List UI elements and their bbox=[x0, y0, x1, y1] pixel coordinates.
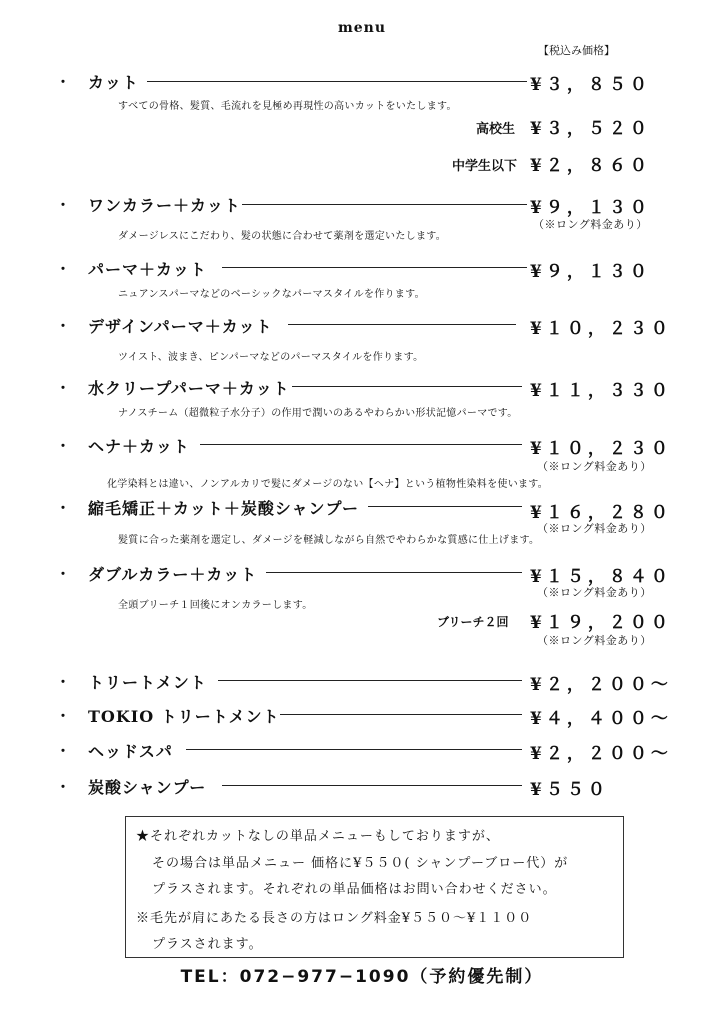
menu-item-tokio-treatment-name: TOKIO トリートメント bbox=[88, 707, 280, 726]
long-fee-note: （※ロング料金あり） bbox=[537, 634, 652, 647]
menu-item-creep-perm-description: ナノスチーム（超微粒子水分子）の作用で潤いのあるやわらかい形状記憶パーマです。 bbox=[118, 408, 518, 419]
long-fee-note: （※ロング料金あり） bbox=[537, 586, 652, 599]
bullet-icon: ・ bbox=[56, 567, 70, 583]
menu-item-henna-name: ヘナ＋カット bbox=[88, 437, 190, 456]
bullet-icon: ・ bbox=[56, 381, 70, 397]
leader-line bbox=[288, 324, 516, 325]
single-menu-info-box bbox=[125, 816, 624, 958]
telephone-reservation: TEL：072−977−1090（予約優先制） bbox=[180, 967, 544, 987]
leader-line bbox=[242, 204, 527, 205]
bullet-icon: ・ bbox=[56, 501, 70, 517]
menu-item-design-perm-name: デザインパーマ＋カット bbox=[88, 317, 273, 336]
menu-item-carbonated-shampoo-name: 炭酸シャンプー bbox=[88, 778, 207, 797]
menu-item-head-spa-name: ヘッドスパ bbox=[88, 742, 173, 761]
leader-line bbox=[222, 267, 527, 268]
bleach-twice-price: ¥１９，２００ bbox=[530, 613, 672, 633]
leader-line bbox=[200, 444, 522, 445]
bullet-icon: ・ bbox=[56, 780, 70, 796]
info-line-1: ★それぞれカットなしの単品メニューもしておりますが、 bbox=[136, 829, 500, 844]
bullet-icon: ・ bbox=[56, 319, 70, 335]
menu-item-treatment-name: トリートメント bbox=[88, 673, 207, 692]
menu-item-design-perm-price: ¥１０，２３０ bbox=[530, 319, 672, 339]
leader-line bbox=[186, 749, 522, 750]
menu-title: menu bbox=[337, 20, 387, 36]
menu-item-creep-perm-name: 水クリープパーマ＋カット bbox=[88, 379, 290, 398]
menu-item-cut-price: ¥３，８５０ bbox=[530, 75, 651, 95]
bullet-icon: ・ bbox=[56, 262, 70, 278]
bleach-twice-label: ブリーチ２回 bbox=[437, 615, 509, 629]
leader-line bbox=[292, 386, 522, 387]
menu-item-tokio-treatment-price: ¥４，４００〜 bbox=[530, 709, 672, 729]
menu-item-double-color-price: ¥１５，８４０ bbox=[530, 567, 672, 587]
menu-item-perm-price: ¥９，１３０ bbox=[530, 262, 651, 282]
info-line-3: プラスされます。それぞれの単品価格はお問い合わせください。 bbox=[152, 882, 557, 897]
menu-item-perm-description: ニュアンスパーマなどのベーシックなパーマスタイルを作ります。 bbox=[118, 289, 425, 300]
menu-item-creep-perm-price: ¥１１，３３０ bbox=[530, 381, 672, 401]
menu-item-double-color-description: 全頭ブリーチ１回後にオンカラーします。 bbox=[118, 600, 313, 611]
junior-price: ¥２，８６０ bbox=[530, 156, 651, 176]
tax-included-note: 【税込み価格】 bbox=[538, 44, 615, 57]
high-school-price: ¥３，５２０ bbox=[530, 119, 651, 139]
menu-item-carbonated-shampoo-price: ¥５５０ bbox=[530, 780, 609, 800]
info-line-5: プラスされます。 bbox=[152, 937, 263, 952]
menu-item-cut-description: すべての骨格、髪質、毛流れを見極め再現性の高いカットをいたします。 bbox=[118, 101, 457, 112]
menu-item-straight-name: 縮毛矯正＋カット＋炭酸シャンプー bbox=[88, 499, 360, 518]
leader-line bbox=[147, 81, 527, 82]
bullet-icon: ・ bbox=[56, 439, 70, 455]
leader-line bbox=[266, 572, 522, 573]
bullet-icon: ・ bbox=[56, 675, 70, 691]
junior-label: 中学生以下 bbox=[452, 159, 518, 174]
info-line-2: その場合は単品メニュー 価格に¥５５０( シャンプーブロー代）が bbox=[152, 856, 569, 871]
menu-item-henna-description: 化学染料とは違い、ノンアルカリで髪にダメージのない【ヘナ】という植物性染料を使います。 bbox=[107, 479, 549, 490]
menu-item-treatment-price: ¥２，２００〜 bbox=[530, 675, 672, 695]
menu-item-one-color-name: ワンカラー＋カット bbox=[88, 196, 241, 215]
menu-item-perm-name: パーマ＋カット bbox=[88, 260, 207, 279]
long-fee-note: （※ロング料金あり） bbox=[533, 218, 648, 231]
bullet-icon: ・ bbox=[56, 198, 70, 214]
high-school-label: 高校生 bbox=[476, 122, 516, 137]
leader-line bbox=[218, 680, 522, 681]
menu-item-one-color-description: ダメージレスにこだわり、髪の状態に合わせて薬剤を選定いたします。 bbox=[118, 231, 447, 242]
leader-line bbox=[280, 714, 522, 715]
menu-item-design-perm-description: ツイスト、波まき、ピンパーマなどのパーマスタイルを作ります。 bbox=[118, 352, 424, 363]
menu-item-head-spa-price: ¥２，２００〜 bbox=[530, 744, 672, 764]
menu-item-one-color-price: ¥９，１３０ bbox=[530, 198, 651, 218]
bullet-icon: ・ bbox=[56, 744, 70, 760]
long-fee-note: （※ロング料金あり） bbox=[537, 522, 652, 535]
menu-item-cut-name: カット bbox=[88, 73, 139, 92]
leader-line bbox=[368, 506, 522, 507]
bullet-icon: ・ bbox=[56, 75, 70, 91]
leader-line bbox=[222, 785, 522, 786]
menu-item-straight-price: ¥１６，２８０ bbox=[530, 503, 672, 523]
menu-item-henna-price: ¥１０，２３０ bbox=[530, 439, 672, 459]
long-fee-note: （※ロング料金あり） bbox=[537, 460, 652, 473]
bullet-icon: ・ bbox=[56, 709, 70, 725]
menu-item-double-color-name: ダブルカラー＋カット bbox=[88, 565, 258, 584]
menu-item-straight-description: 髪質に合った薬剤を選定し、ダメージを軽減しながら自然でやわらかな質感に仕上げます。 bbox=[118, 535, 540, 546]
info-line-4: ※毛先が肩にあたる長さの方はロング料金¥５５０〜¥１１００ bbox=[136, 911, 533, 926]
